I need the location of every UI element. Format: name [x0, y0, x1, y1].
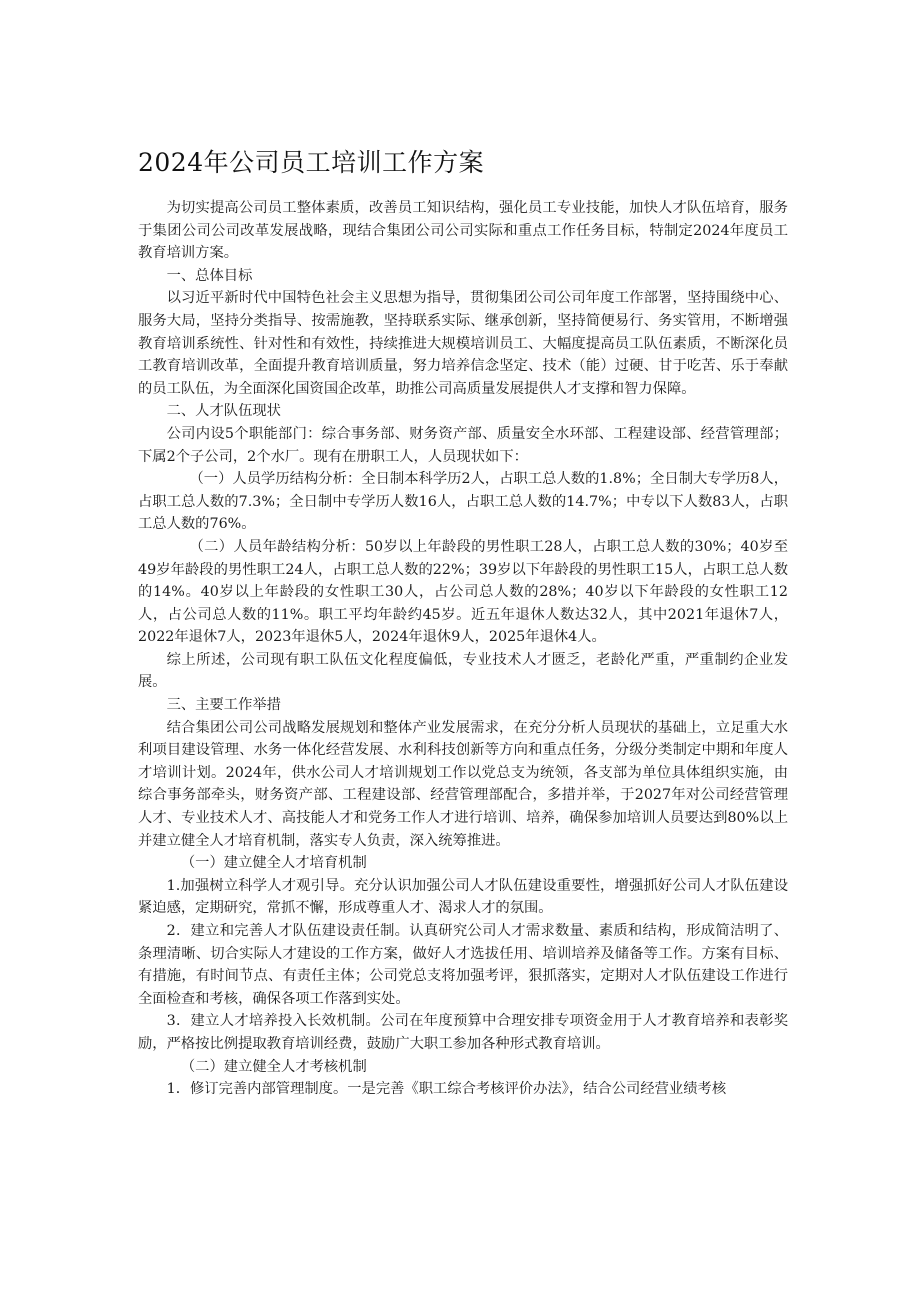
assessment-item-1: 1．修订完善内部管理制度。一是完善《职工综合考核评价办法》，结合公司经营业绩考核 — [166, 1081, 727, 1098]
section-heading-goals: 一、总体目标 — [166, 267, 253, 284]
cultivation-item-2: 2．建立和完善人才队伍建设责任制。认真研究公司人才需求数量、素质和结构，形成简洁明了、条理清晰、切合实际人才建设的工作方案，做好人才选拔任用、培训培养及储备等工作。方案有目标、有措施，有时间节点、有责任主体；公司党总支将加强考评，狠抓落实，定期对人才队伍建设工作进行全面检查和考核，确保各项工作落到实处。 — [138, 923, 788, 1007]
subsection-heading-assessment: （二）建立健全人才考核机制 — [180, 1058, 367, 1075]
measures-paragraph: 结合集团公司公司战略发展规划和整体产业发展需求，在充分分析人员现状的基础上，立足重大水利项目建设管理、水务一体化经营发展、水利科技创新等方向和重点任务，分级分类制定中期和年度人才培训计划。2024年，供水公司人才培训规划工作以党总支为统领，各支部为单位具体组织实施，由综合事务部牵头，财务资产部、工程建设部、经营管理部配合，多措并举，于2027年对公司经营管理人才、专业技术人才、高技能人才和党务工作人才进行培训、培养，确保参加培训人员要达到80%以上并建立健全人才培育机制，落实专人负责，深入统筹推进。 — [138, 719, 788, 849]
document-title: 2024年公司员工培训工作方案 — [138, 148, 485, 177]
subsection-heading-cultivation: （一）建立健全人才培育机制 — [180, 855, 367, 872]
cultivation-item-1: 1.加强树立科学人才观引导。充分认识加强公司人才队伍建设重要性，增强抓好公司人才队伍建设紧迫感，定期研究，常抓不懈，形成尊重人才、渴求人才的氛围。 — [138, 877, 788, 917]
status-paragraph: 公司内设5个职能部门：综合事务部、财务资产部、质量安全水环部、工程建设部、经营管理部；下属2个子公司，2个水厂。现有在册职工人，人员现状如下： — [138, 425, 788, 465]
goals-paragraph: 以习近平新时代中国特色社会主义思想为指导，贯彻集团公司公司年度工作部署，坚持围绕中心、服务大局，坚持分类指导、按需施教，坚持联系实际、继承创新，坚持简便易行、务实管用，不断增强教育培训系统性、针对性和有效性，持续推进大规模培训员工、大幅度提高员工队伍素质，不断深化员工教育培训改革，全面提升教育培训质量，努力培养信念坚定、技术（能）过硬、甘于吃苦、乐于奉献的员工队伍，为全面深化国资国企改革，助推公司高质量发展提供人才支撑和智力保障。 — [138, 290, 788, 397]
cultivation-item-3: 3．建立人才培养投入长效机制。公司在年度预算中合理安排专项资金用于人才教育培养和表彰奖励，严格按比例提取教育培训经费，鼓励广大职工参加各种形式教育培训。 — [138, 1013, 788, 1052]
document-body — [138, 197, 788, 1101]
intro-paragraph: 为切实提高公司员工整体素质，改善员工知识结构，强化员工专业技能，加快人才队伍培育，服务于集团公司公司改革发展战略，现结合集团公司公司实际和重点工作任务目标，特制定2024年度员工教育培训方案。 — [138, 200, 788, 262]
section-heading-measures: 三、主要工作举措 — [166, 697, 281, 714]
age-structure-paragraph: （二）人员年龄结构分析：50岁以上年龄段的男性职工28人，占职工总人数的30%；40岁至49岁年龄段的男性职工24人，占职工总人数的22%；39岁以下年龄段的男性职工15人，占职工总人数的14%。40岁以上年龄段的女性职工30人，占公司总人数的28%；40岁以下年龄段的女性职工12人，占公司总人数的11%。职工平均年龄约45岁。近五年退休人数达32人，其中2021年退休7人，2022年退休7人，2023年退休5人，2024年退休9人，2025年退休4人。 — [138, 538, 788, 646]
education-structure-paragraph: （一）人员学历结构分析：全日制本科学历2人，占职工总人数的1.8%；全日制大专学历8人，占职工总人数的7.3%；全日制中专学历人数16人，占职工总人数的14.7%；中专以下人数83人，占职工总人数的76%。 — [138, 471, 788, 533]
section-heading-status: 二、人才队伍现状 — [166, 403, 281, 420]
status-summary-paragraph: 综上所述，公司现有职工队伍文化程度偏低，专业技术人才匮乏，老龄化严重，严重制约企业发展。 — [138, 651, 788, 691]
